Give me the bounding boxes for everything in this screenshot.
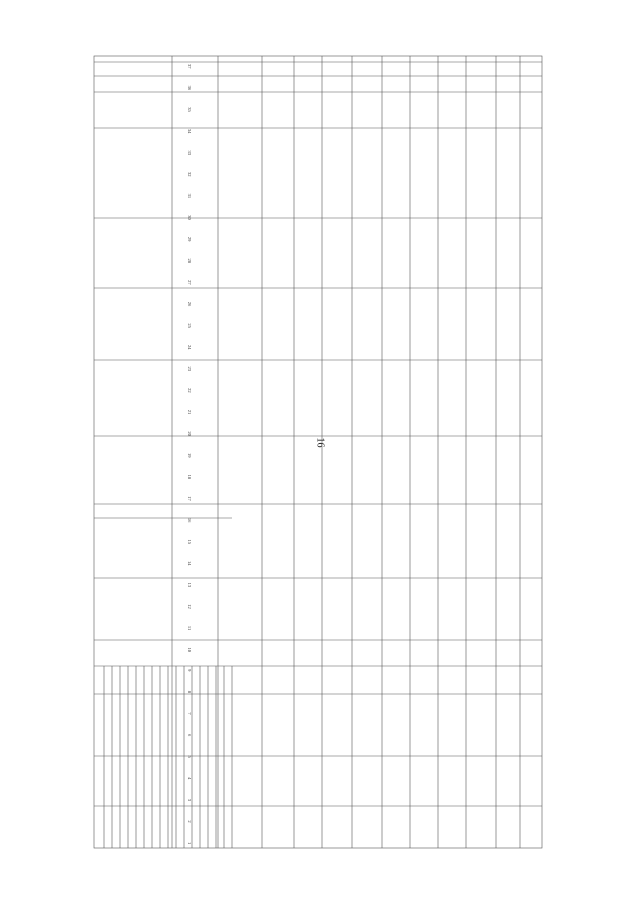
column-number: 28 bbox=[187, 258, 192, 263]
column-number: 17 bbox=[187, 496, 192, 501]
column-number: 3 bbox=[187, 798, 192, 802]
column-number: 15 bbox=[187, 539, 192, 544]
column-number: 35 bbox=[187, 107, 192, 112]
column-number: 24 bbox=[187, 344, 192, 350]
column-number: 27 bbox=[187, 280, 192, 285]
column-number: 23 bbox=[187, 366, 192, 372]
column-number: 37 bbox=[187, 64, 192, 69]
column-number: 25 bbox=[187, 323, 192, 328]
column-number: 13 bbox=[187, 582, 192, 588]
column-number: 10 bbox=[187, 647, 192, 652]
column-number: 21 bbox=[187, 409, 192, 415]
column-number: 4 bbox=[187, 777, 192, 780]
table-frame bbox=[94, 56, 542, 848]
column-number: 31 bbox=[187, 193, 192, 199]
column-number: 8 bbox=[187, 690, 192, 693]
column-number: 11 bbox=[187, 625, 192, 631]
column-number: 22 bbox=[187, 388, 192, 393]
column-number: 12 bbox=[187, 604, 192, 609]
column-number: 36 bbox=[187, 85, 192, 91]
column-number: 1 bbox=[187, 842, 192, 845]
column-number-row bbox=[187, 64, 192, 844]
column-number: 14 bbox=[187, 561, 192, 566]
column-number: 6 bbox=[187, 733, 192, 737]
column-number: 29 bbox=[187, 236, 192, 242]
column-number: 16 bbox=[187, 517, 192, 523]
column-number: 20 bbox=[187, 431, 192, 436]
column-number: 2 bbox=[187, 820, 192, 823]
column-number: 9 bbox=[187, 669, 192, 672]
page-number: 16 bbox=[314, 437, 326, 448]
column-number: 30 bbox=[187, 215, 192, 220]
column-number: 7 bbox=[187, 712, 192, 715]
column-number: 19 bbox=[187, 453, 192, 458]
column-number: 18 bbox=[187, 474, 192, 480]
column-number: 33 bbox=[187, 150, 192, 155]
column-number: 34 bbox=[187, 128, 192, 134]
table-gridlines bbox=[94, 56, 542, 848]
column-number: 5 bbox=[187, 755, 192, 758]
column-number: 32 bbox=[187, 172, 192, 177]
column-number: 26 bbox=[187, 301, 192, 307]
